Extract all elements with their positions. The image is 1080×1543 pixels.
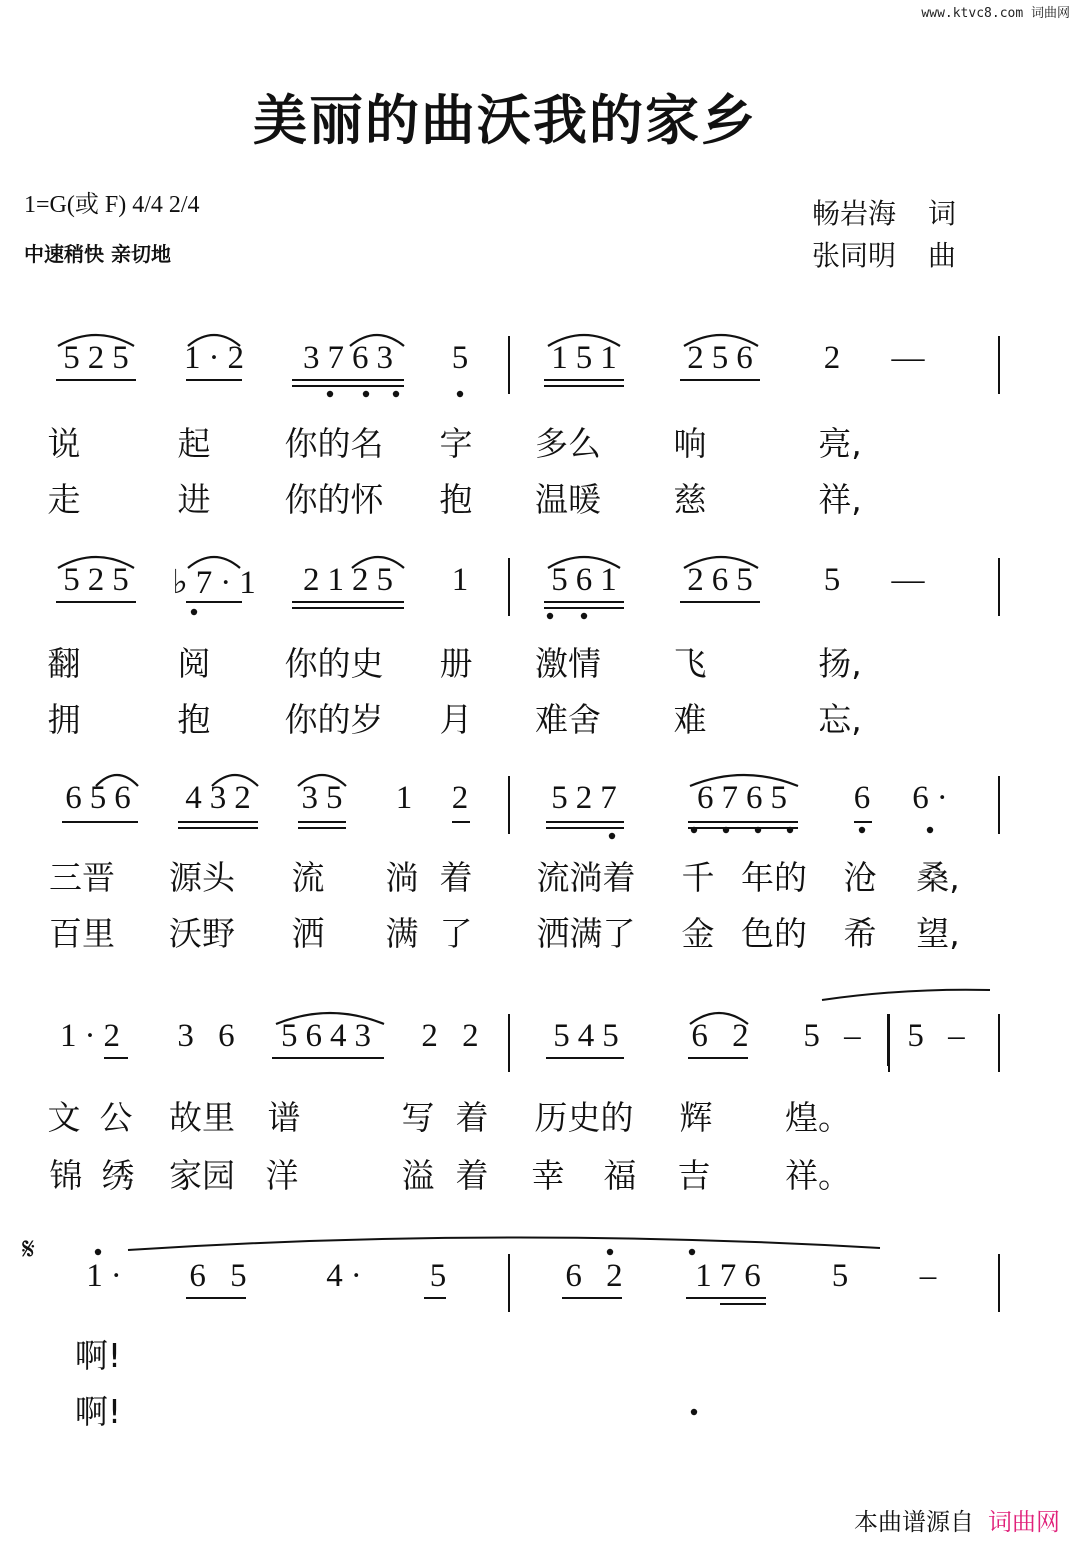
lyric-word: 幸 [531,1156,565,1195]
lyric-word: 金 [681,914,715,953]
barline [888,1014,890,1072]
lyric-word: 年的 [741,858,807,897]
lyric-word: 千 [681,858,715,897]
note-group: 561 [551,562,625,598]
lyric-word: 煌。 [785,1098,851,1137]
lyric-word: 绣 [101,1156,135,1195]
lyric-word: 走 [47,480,81,519]
octave-dot [607,1249,613,1255]
lyric-word: 祥。 [785,1156,851,1195]
lyric-word: 你的岁 [284,700,384,739]
lyric-word: 满 [385,914,419,953]
barline [508,1254,510,1312]
lyric-word: 翻 [47,644,81,683]
lyric-word: 月 [439,700,473,739]
lyric-word: 沧 [843,858,877,897]
lyric-word: 流淌着 [536,858,636,897]
lyric-word: 亮, [818,424,862,463]
composer-role: 曲 [928,239,957,272]
note-group: 6765 [697,780,795,816]
note-group: 5 [429,1258,455,1294]
lyric-word: 家园 [169,1156,235,1195]
key-signature: 1=G(或 F) 4/4 2/4 [24,192,200,218]
lyrics-verse-2 [0,474,1080,518]
lyric-word: 祥, [818,480,862,519]
note-group: 3 6 [177,1018,243,1054]
note-group: 265 [687,562,761,598]
note-group: 1 [451,562,477,598]
lyric-word: 色的 [741,914,807,953]
source-label: 本曲谱源自 [854,1508,974,1536]
note-group: 35 [301,780,351,816]
note-group: 176 [695,1258,769,1294]
lyric-word: 啊! [74,1336,122,1375]
lyric-word: 册 [439,644,473,683]
slur [128,1237,880,1250]
note-group: 2 2 [421,1018,487,1054]
lyric-word: 着 [455,1098,489,1137]
composer-credit [812,234,956,274]
note-group: 2125 [303,562,401,598]
lyric-word: 写 [401,1098,435,1137]
lyric-word: 福 [603,1156,637,1195]
lyric-word: 飞 [673,644,707,683]
lyricist-credit [812,192,956,232]
note-group: 2 [823,340,849,376]
note-group: 6 2 [691,1018,757,1054]
lyric-word: 沃野 [169,914,235,953]
note-group: 5 – [907,1018,973,1054]
lyric-word: 你的名 [284,424,384,463]
lyric-word: 锦 [49,1156,83,1195]
lyric-word: 了 [439,914,473,953]
lyric-word: 百里 [49,914,115,953]
lyric-word: 你的怀 [284,480,384,519]
composer-name: 张同明 [812,239,897,272]
note-group: 5 [451,340,477,376]
lyric-word: 源头 [169,858,235,897]
lyrics-verse-2 [0,694,1080,738]
note-group: — [891,562,933,598]
barline [508,336,510,394]
note-group: 6· [912,780,956,816]
source-credit [854,1502,1060,1537]
lyrics-verse-1 [0,1330,1080,1374]
lyric-word: 文 [47,1098,81,1137]
note-group: 5 [823,562,849,598]
lyric-word: 吉 [677,1156,711,1195]
lyric-word: 抱 [439,480,473,519]
note-group: 545 [553,1018,627,1054]
lyric-word: 进 [177,480,211,519]
lyric-word: 桑, [916,858,960,897]
lyric-word: 字 [439,424,473,463]
barline [998,776,1000,834]
note-group: — [891,340,933,376]
note-group: ♭7·1 [172,565,264,601]
note-group: 6 2 [565,1258,631,1294]
lyric-word: 激情 [535,644,601,683]
note-group: 6 5 [189,1258,255,1294]
note-group: 151 [551,340,625,376]
lyrics-verse-1 [0,1092,1080,1136]
lyric-word: 公 [99,1098,133,1137]
lyric-word: 望, [916,914,960,953]
lyric-word: 起 [177,424,211,463]
lyrics-verse-1 [0,638,1080,682]
note-group: 5 [831,1258,857,1294]
lyricist-name: 畅岩海 [812,197,897,230]
lyric-word: 三晋 [49,858,115,897]
lyrics-verse-1 [0,418,1080,462]
notation-row [0,340,1080,430]
barline [998,1014,1000,1072]
octave-dot [689,1249,695,1255]
lyric-word: 温暖 [535,480,601,519]
lyric-word: 忘, [818,700,862,739]
barline [508,558,510,616]
source-brand: 词曲网 [988,1508,1060,1536]
lyric-word: 响 [673,424,707,463]
lyric-word: 辉 [679,1098,713,1137]
note-group: 1 [395,780,421,816]
lyrics-verse-2 [0,1150,1080,1194]
lyrics-verse-1 [0,852,1080,896]
barline [508,1014,510,1072]
song-title: 美丽的曲沃我的家乡 [253,89,757,152]
note-group: 656 [65,780,139,816]
note-group: 1·2 [60,1018,128,1054]
note-group: 525 [63,562,137,598]
barline [508,776,510,834]
lyric-word: 慈 [673,480,707,519]
segno-icon: 𝄋 [22,1232,35,1267]
lyrics-verse-2 [0,1386,1080,1430]
note-group: 3763 [303,340,401,376]
note-group: 4· [326,1258,370,1294]
lyric-word: 拥 [47,700,81,739]
lyricist-role: 词 [928,197,957,230]
tempo-marking: 中速稍快 亲切地 [24,242,171,266]
lyric-word: 历史的 [534,1098,634,1137]
lyric-word: 谱 [267,1098,301,1137]
lyric-word: 希 [843,914,877,953]
lyric-word: 溢 [401,1156,435,1195]
octave-dot [95,1249,101,1255]
note-group: 1·2 [184,340,252,376]
lyric-word: 着 [439,858,473,897]
lyric-word: 扬, [818,644,862,683]
lyric-word: 故里 [169,1098,235,1137]
note-group: 1· [86,1258,130,1294]
lyric-word: 难舍 [535,700,601,739]
lyric-word: 洒 [291,914,325,953]
lyric-word: 多么 [535,424,601,463]
lyric-word: 说 [47,424,81,463]
lyric-word: 洋 [265,1156,299,1195]
barline [998,1254,1000,1312]
tie [822,990,990,1000]
note-group: 2 [451,780,477,816]
note-group: 525 [63,340,137,376]
lyric-word: 着 [455,1156,489,1195]
note-group: – [919,1258,945,1294]
note-group: 432 [185,780,259,816]
lyric-word: 洒满了 [536,914,636,953]
lyric-word: 阅 [177,644,211,683]
lyric-word: 难 [673,700,707,739]
lyrics-verse-2 [0,908,1080,952]
watermark: www.ktvc8.com 词曲网 [921,6,1070,21]
note-group: 527 [551,780,625,816]
note-group: 6 [853,780,879,816]
lyric-word: 你的史 [284,644,384,683]
note-group: 5 – [803,1018,869,1054]
lyric-word: 啊! [74,1392,122,1431]
lyric-word: 抱 [177,700,211,739]
barline [998,558,1000,616]
note-group: 256 [687,340,761,376]
lyric-word: 淌 [385,858,419,897]
note-group: 5643 [281,1018,379,1054]
barline [998,336,1000,394]
lyric-word: 流 [291,858,325,897]
